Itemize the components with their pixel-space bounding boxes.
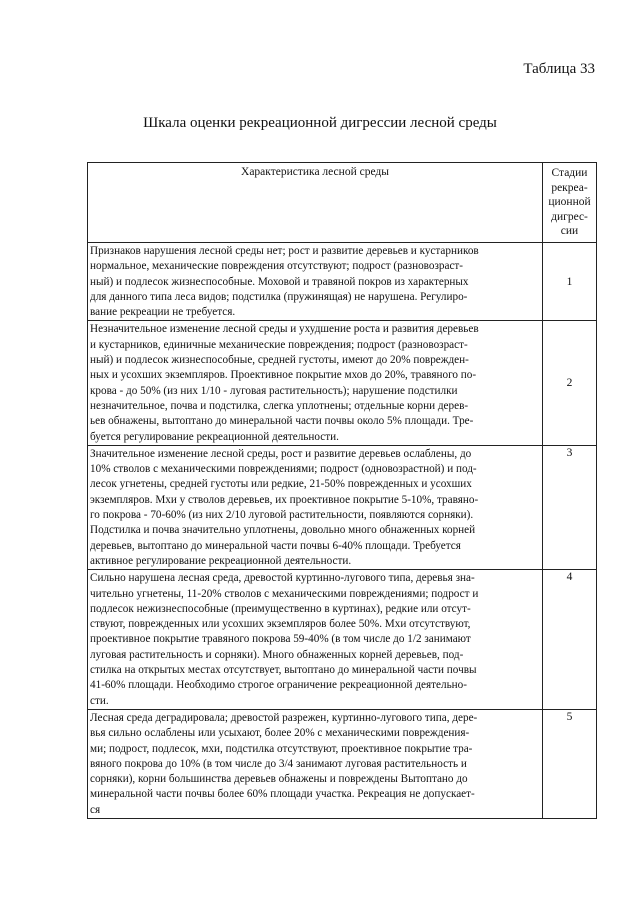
stage-value: 1 — [566, 275, 573, 288]
row-stage — [543, 570, 597, 710]
header-stage-line: ционной — [548, 196, 591, 208]
text-line: 41-60% площади. Необходимо строгое ограничение рекреационной деятельно- — [90, 679, 467, 692]
text-line: проективное покрытие травяного покрова 59-40% (в том числе до 1/2 занимают — [90, 633, 471, 646]
text-line: деревьев, вытоптано до минеральной части почвы 6-40% площади. Требуется — [90, 539, 461, 552]
text-line: луговая растительность и сорняки). Много обнаженных корней деревьев, под- — [90, 648, 464, 661]
header-stage-line: сии — [560, 225, 579, 237]
text-line: ьев обнажены, вытоптано до минеральной части почвы около 5% площади. Тре- — [90, 415, 474, 428]
text-line: 10% стволов с механическими повреждениями; подрост (одновозрастной) и под- — [90, 463, 477, 476]
text-line: нормальное, механические повреждения отсутствуют; подрост (разновозраст- — [90, 260, 464, 273]
stage-value: 3 — [566, 446, 573, 459]
row-description — [88, 321, 543, 445]
stage-value: 2 — [566, 377, 573, 390]
text-line: го покрова - 70-60% (из них 2/10 луговой растительности, появляются сорняки). — [90, 509, 474, 522]
text-line: активное регулирование рекреационной деятельности. — [90, 554, 352, 567]
text-line: вание рекреации не требуется. — [90, 306, 236, 319]
text-line: и кустарников, единичные механические повреждения; подрост (разновозраст- — [90, 338, 468, 351]
text-line: Сильно нарушена лесная среда, древостой куртинно-лугового типа, деревья зна- — [90, 572, 475, 585]
text-line: ный) и подлесок жизнеспособные. Моховой и травяной покров из характерных — [90, 275, 469, 288]
text-line: экземпляров. Мхи у стволов деревьев, их проективное покрытие 5-10%, травяно- — [90, 493, 479, 506]
table-row — [88, 445, 597, 569]
text-line: Лесная среда деградировала; древостой разрежен, куртинно-лугового типа, дере- — [90, 711, 478, 724]
row-description — [88, 709, 543, 818]
text-line: минеральной части почвы более 60% площади участка. Рекреация не допускает- — [90, 788, 475, 801]
table-label: Таблица 33 — [523, 61, 595, 77]
text-line: ных и усохших экземпляров. Проективное покрытие мхов до 20%, травяного по- — [90, 369, 477, 382]
row-stage — [543, 243, 597, 321]
text-line: буется регулирование рекреационной деятельности. — [90, 430, 339, 443]
text-line: для данного типа леса видов; подстилка (пружинящая) не нарушена. Регулиро- — [90, 290, 468, 303]
text-line: чительно угнетены, 11-20% стволов с механическими повреждениями; подрост и — [90, 587, 479, 600]
text-line: Признаков нарушения лесной среды нет; рост и развитие деревьев и кустарников — [90, 245, 479, 257]
header-stage-line: рекреа- — [551, 181, 588, 194]
text-line: ствуют, поврежденных или усохших экземпляров более 50%. Мхи отсутствуют, — [90, 618, 471, 631]
stage-value: 5 — [566, 710, 573, 723]
text-line: Незначительное изменение лесной среды и ухудшение роста и развития деревьев — [90, 323, 479, 336]
text-line: сти. — [90, 694, 109, 707]
text-line: Подстилка и почва значительно уплотнены, довольно много обнаженных корней — [90, 524, 476, 537]
text-line: ся — [90, 803, 101, 816]
header-stage-line: Стадии — [551, 167, 588, 179]
row-description — [88, 570, 543, 710]
text-line: незначительное, почва и подстилка, слегка уплотнены; отдельные корни дерев- — [90, 399, 469, 412]
row-description — [88, 243, 543, 321]
text-line: сорняки), корни большинства деревьев обнажены и повреждены Вытоптано до — [90, 773, 468, 786]
text-line: лесок угнетены, средней густоты или редкие, 21-50% поврежденных и усохших — [90, 478, 472, 491]
degression-table — [87, 162, 597, 819]
table-row — [88, 709, 597, 818]
header-stage-line: дигрес- — [551, 210, 588, 223]
header-row — [88, 163, 597, 243]
row-description — [88, 445, 543, 569]
row-stage — [543, 445, 597, 569]
table-row — [88, 570, 597, 710]
header-stage — [543, 163, 597, 243]
header-characteristic: Характеристика лесной среды — [88, 163, 543, 243]
table-row — [88, 243, 597, 321]
table-row — [88, 321, 597, 445]
stage-value: 4 — [566, 571, 573, 584]
text-line: ми; подрост, подлесок, мхи, подстилка отсутствуют, проективное покрытие тра- — [90, 742, 473, 755]
text-line: ный) и подлесок жизнеспособные, средней густоты, имеют до 20% поврежден- — [90, 354, 469, 367]
text-line: вья сильно ослаблены или усыхают, более 20% с механическими повреждения- — [90, 727, 470, 740]
text-line: вяного покрова до 10% (в том числе до 3/4 занимают луговая растительность и — [90, 757, 467, 770]
row-stage — [543, 709, 597, 818]
text-line: стилка на открытых местах отсутствует, вытоптано до минеральной части почвы — [90, 664, 477, 677]
text-line: подлесок нежизнеспособные (преимущественно в куртинах), редкие или отсут- — [90, 602, 471, 615]
row-stage — [543, 321, 597, 445]
text-line: крова - до 50% (из них 1/10 - луговая растительность); нарушение подстилки — [90, 384, 458, 397]
table-title: Шкала оценки рекреационной дигрессии лесной среды — [143, 115, 497, 131]
text-line: Значительное изменение лесной среды, рост и развитие деревьев ослаблены, до — [90, 447, 472, 460]
